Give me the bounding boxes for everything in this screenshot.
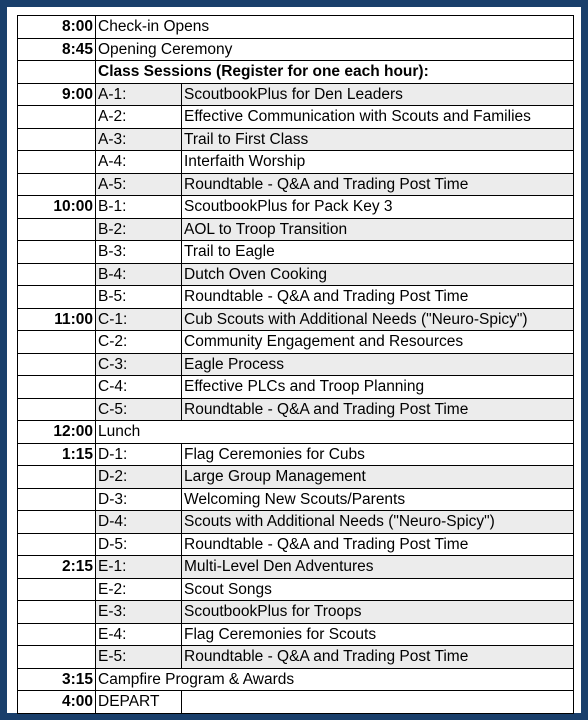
schedule-frame — [7, 7, 581, 713]
schedule-row — [18, 106, 574, 129]
session-title-cell: Trail to First Class — [182, 128, 574, 151]
session-title-cell: Roundtable - Q&A and Trading Post Time — [182, 646, 574, 669]
schedule-row — [18, 173, 574, 196]
session-title-cell: Multi-Level Den Adventures — [182, 556, 574, 579]
event-label-cell: Opening Ceremony — [96, 38, 574, 61]
session-code-cell: C-1: — [96, 308, 182, 331]
time-cell — [18, 623, 96, 646]
time-cell — [18, 218, 96, 241]
schedule-row — [18, 331, 574, 354]
event-label-cell: Lunch — [96, 421, 574, 444]
session-code-cell: D-1: — [96, 443, 182, 466]
event-label-cell: Check-in Opens — [96, 16, 574, 39]
event-label-cell: Class Sessions (Register for one each hour): — [96, 61, 574, 84]
time-cell: 4:00 — [18, 691, 96, 714]
time-cell: 8:45 — [18, 38, 96, 61]
session-title-cell — [182, 691, 574, 714]
time-cell: 8:00 — [18, 16, 96, 39]
schedule-row — [18, 578, 574, 601]
schedule-row — [18, 466, 574, 489]
schedule-row — [18, 353, 574, 376]
session-title-cell: Roundtable - Q&A and Trading Post Time — [182, 533, 574, 556]
session-code-cell: B-4: — [96, 263, 182, 286]
schedule-row — [18, 308, 574, 331]
session-title-cell: ScoutbookPlus for Troops — [182, 601, 574, 624]
session-title-cell: Flag Ceremonies for Scouts — [182, 623, 574, 646]
session-code-cell: C-2: — [96, 331, 182, 354]
session-title-cell: Dutch Oven Cooking — [182, 263, 574, 286]
schedule-table — [17, 15, 574, 714]
schedule-row — [18, 286, 574, 309]
schedule-row — [18, 16, 574, 39]
session-code-cell: B-3: — [96, 241, 182, 264]
session-code-cell: A-3: — [96, 128, 182, 151]
session-code-cell: E-4: — [96, 623, 182, 646]
schedule-row — [18, 151, 574, 174]
time-cell — [18, 106, 96, 129]
schedule-row — [18, 398, 574, 421]
time-cell — [18, 241, 96, 264]
session-code-cell: A-5: — [96, 173, 182, 196]
time-cell — [18, 466, 96, 489]
time-cell: 1:15 — [18, 443, 96, 466]
session-title-cell: Community Engagement and Resources — [182, 331, 574, 354]
time-cell — [18, 173, 96, 196]
time-cell: 9:00 — [18, 83, 96, 106]
session-title-cell: Roundtable - Q&A and Trading Post Time — [182, 173, 574, 196]
session-code-cell: D-2: — [96, 466, 182, 489]
event-label-cell: Campfire Program & Awards — [96, 668, 574, 691]
time-cell — [18, 578, 96, 601]
time-cell — [18, 646, 96, 669]
time-cell — [18, 353, 96, 376]
schedule-row — [18, 83, 574, 106]
time-cell — [18, 398, 96, 421]
session-code-cell: C-4: — [96, 376, 182, 399]
session-code-cell: B-5: — [96, 286, 182, 309]
schedule-row — [18, 646, 574, 669]
session-code-cell: E-5: — [96, 646, 182, 669]
session-title-cell: Welcoming New Scouts/Parents — [182, 488, 574, 511]
schedule-row — [18, 241, 574, 264]
session-title-cell: Effective Communication with Scouts and Families — [182, 106, 574, 129]
schedule-row — [18, 443, 574, 466]
session-title-cell: Eagle Process — [182, 353, 574, 376]
time-cell — [18, 61, 96, 84]
session-title-cell: Cub Scouts with Additional Needs ("Neuro-Spicy") — [182, 308, 574, 331]
session-title-cell: Trail to Eagle — [182, 241, 574, 264]
time-cell — [18, 128, 96, 151]
session-code-cell: A-1: — [96, 83, 182, 106]
schedule-row — [18, 668, 574, 691]
session-code-cell: C-5: — [96, 398, 182, 421]
schedule-row — [18, 511, 574, 534]
session-title-cell: ScoutbookPlus for Den Leaders — [182, 83, 574, 106]
time-cell — [18, 376, 96, 399]
session-code-cell: C-3: — [96, 353, 182, 376]
session-title-cell: Scouts with Additional Needs ("Neuro-Spicy") — [182, 511, 574, 534]
schedule-row — [18, 196, 574, 219]
schedule-row — [18, 38, 574, 61]
time-cell — [18, 331, 96, 354]
session-code-cell: DEPART — [96, 691, 182, 714]
session-code-cell: B-2: — [96, 218, 182, 241]
session-code-cell: A-2: — [96, 106, 182, 129]
time-cell: 2:15 — [18, 556, 96, 579]
session-title-cell: Interfaith Worship — [182, 151, 574, 174]
schedule-row — [18, 263, 574, 286]
session-code-cell: D-4: — [96, 511, 182, 534]
session-code-cell: D-3: — [96, 488, 182, 511]
time-cell — [18, 151, 96, 174]
time-cell: 12:00 — [18, 421, 96, 444]
schedule-row — [18, 421, 574, 444]
time-cell — [18, 263, 96, 286]
schedule-row — [18, 601, 574, 624]
schedule-body — [18, 16, 574, 714]
time-cell — [18, 511, 96, 534]
time-cell: 11:00 — [18, 308, 96, 331]
session-title-cell: Scout Songs — [182, 578, 574, 601]
session-title-cell: Roundtable - Q&A and Trading Post Time — [182, 286, 574, 309]
schedule-row — [18, 61, 574, 84]
session-title-cell: Flag Ceremonies for Cubs — [182, 443, 574, 466]
time-cell — [18, 488, 96, 511]
session-title-cell: Effective PLCs and Troop Planning — [182, 376, 574, 399]
schedule-row — [18, 556, 574, 579]
session-code-cell: B-1: — [96, 196, 182, 219]
schedule-row — [18, 691, 574, 714]
session-title-cell: Roundtable - Q&A and Trading Post Time — [182, 398, 574, 421]
time-cell — [18, 533, 96, 556]
session-code-cell: E-3: — [96, 601, 182, 624]
schedule-row — [18, 623, 574, 646]
session-code-cell: E-1: — [96, 556, 182, 579]
session-code-cell: E-2: — [96, 578, 182, 601]
session-title-cell: Large Group Management — [182, 466, 574, 489]
schedule-row — [18, 128, 574, 151]
session-title-cell: ScoutbookPlus for Pack Key 3 — [182, 196, 574, 219]
session-title-cell: AOL to Troop Transition — [182, 218, 574, 241]
schedule-row — [18, 533, 574, 556]
time-cell: 3:15 — [18, 668, 96, 691]
schedule-row — [18, 218, 574, 241]
schedule-row — [18, 376, 574, 399]
schedule-row — [18, 488, 574, 511]
session-code-cell: A-4: — [96, 151, 182, 174]
session-code-cell: D-5: — [96, 533, 182, 556]
time-cell: 10:00 — [18, 196, 96, 219]
time-cell — [18, 286, 96, 309]
time-cell — [18, 601, 96, 624]
